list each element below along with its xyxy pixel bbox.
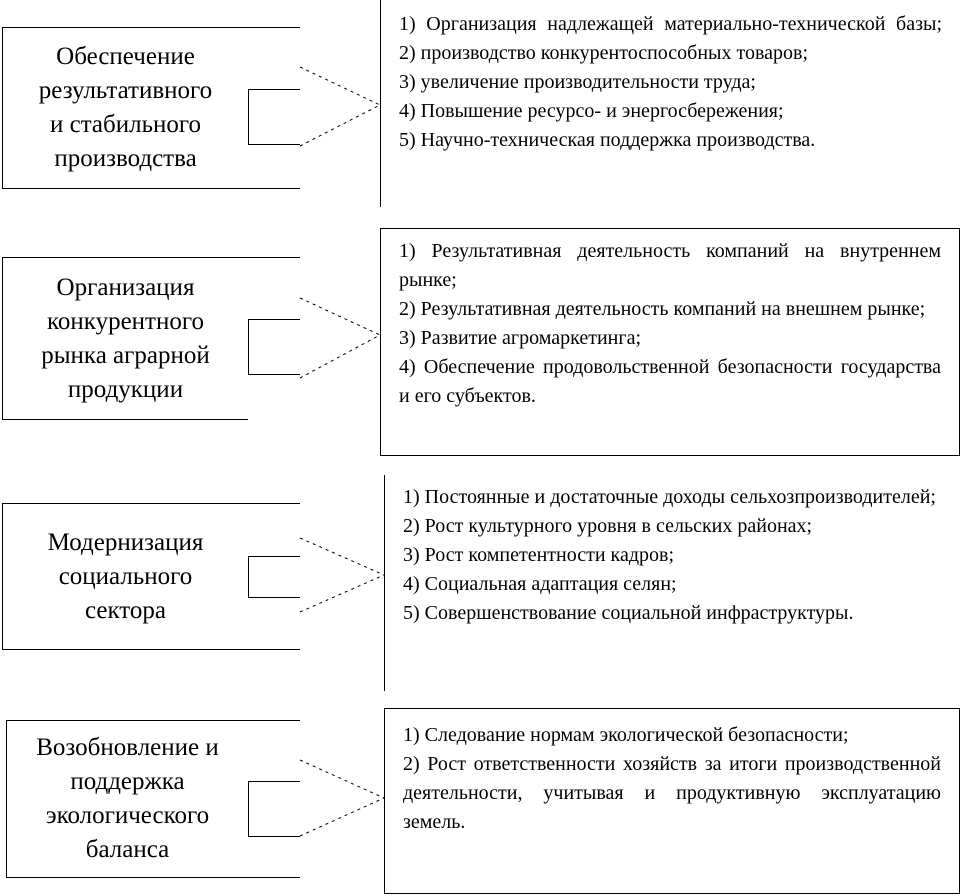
list-item: 4) Повышение ресурсо- и энергосбережения;	[399, 100, 784, 122]
details-box-market	[380, 228, 960, 456]
list-item: 3) увеличение производительности труда;	[399, 71, 756, 93]
list-item: 2) Рост ответственности хозяйств за итоги производственной деятельности, учитывая и продуктивную эксплуатацию земель.	[403, 753, 941, 833]
list-item: 2) Результативная деятельность компаний на внешнем рынке;	[399, 298, 926, 320]
dashed-arrow-line	[300, 760, 384, 798]
category-box-ecology	[6, 720, 248, 878]
category-label: Модернизация социального сектора	[47, 528, 204, 624]
list-item: 5) Совершенствование социальной инфраструктуры.	[403, 602, 854, 624]
category-box-market	[2, 257, 248, 420]
bracket-inner	[248, 556, 300, 598]
list-item: 4) Социальная адаптация селян;	[403, 573, 677, 595]
list-item: 2) производство конкурентоспособных товаров;	[399, 42, 808, 64]
category-label: Возобновление и поддержка экологического баланса	[36, 734, 219, 863]
list-item: 1) Организация надлежащей материально-технической базы;	[399, 13, 942, 35]
bracket-inner	[248, 89, 300, 145]
list-item: 1) Постоянные и достаточные доходы сельхозпроизводителей;	[403, 486, 936, 508]
dashed-arrow-line	[300, 105, 380, 146]
list-item: 3) Рост компетентности кадров;	[403, 544, 675, 566]
details-box-social	[384, 475, 960, 691]
details-box-ecology	[384, 708, 960, 894]
category-label: Обеспечение результативного и стабильного производства	[38, 43, 213, 172]
list-item: 4) Обеспечение продовольственной безопасности государства и его субъектов.	[399, 356, 941, 407]
list-item: 3) Развитие агромаркетинга;	[399, 327, 642, 349]
bracket-inner	[248, 781, 300, 837]
bracket-inner	[248, 319, 300, 375]
category-box-social	[2, 503, 248, 650]
list-item: 5) Научно-техническая поддержка производства.	[399, 129, 816, 151]
dashed-arrow-line	[300, 575, 384, 612]
category-label: Организация конкурентного рынка аграрной продукции	[41, 273, 210, 403]
details-box-production	[380, 0, 960, 207]
list-item: 2) Рост культурного уровня в сельских районах;	[403, 515, 813, 537]
bracket-notch	[248, 782, 249, 837]
dashed-arrow-line	[300, 798, 384, 836]
dashed-arrow-line	[300, 298, 380, 335]
list-item: 1) Результативная деятельность компаний на внутреннем рынке;	[399, 240, 941, 291]
bracket-notch	[248, 320, 249, 375]
dashed-arrow-line	[300, 67, 380, 105]
dashed-arrow-line	[300, 538, 384, 575]
list-item: 1) Следование нормам экологической безопасности;	[403, 724, 849, 746]
dashed-arrow-line	[300, 335, 380, 378]
category-box-production	[2, 27, 248, 189]
bracket-notch	[248, 557, 249, 598]
